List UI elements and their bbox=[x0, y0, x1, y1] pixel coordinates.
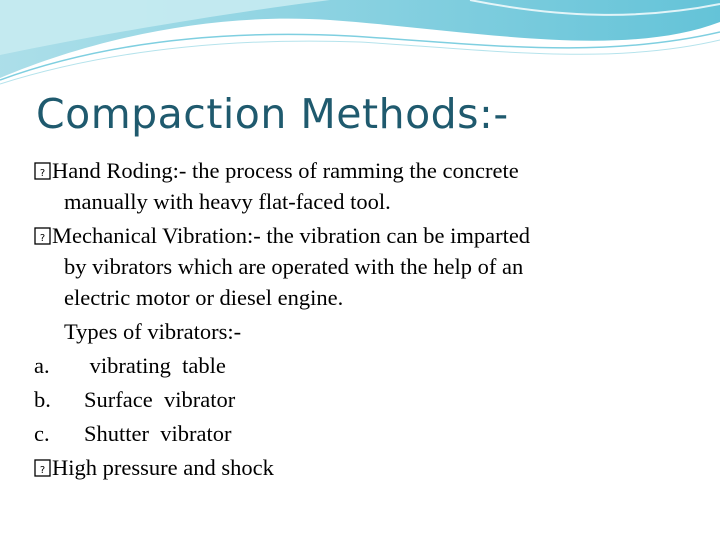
types-heading bbox=[34, 317, 684, 351]
square-bullet-icon bbox=[34, 458, 52, 478]
item-text: electric motor or diesel engine. bbox=[64, 285, 344, 310]
slide-body bbox=[34, 156, 684, 487]
list-item bbox=[34, 419, 684, 453]
item-text: manually with heavy flat-faced tool. bbox=[64, 189, 391, 214]
list-item bbox=[34, 156, 684, 187]
item-text: Mechanical Vibration:- the vibration can be imparted bbox=[52, 223, 531, 248]
item-label: a. bbox=[34, 353, 50, 378]
header-wave-decoration bbox=[0, 0, 720, 90]
types-heading-text: Types of vibrators:- bbox=[64, 319, 242, 344]
item-text: vibrating table bbox=[84, 353, 226, 378]
item-text: Hand Roding:- the process of ramming the concrete bbox=[52, 158, 519, 183]
item-label: b. bbox=[34, 387, 51, 412]
svg-text:?: ? bbox=[39, 168, 46, 179]
item-label: c. bbox=[34, 421, 50, 446]
item-text: High pressure and shock bbox=[52, 455, 274, 480]
square-bullet-icon bbox=[34, 226, 52, 246]
svg-text:?: ? bbox=[39, 233, 46, 244]
svg-text:?: ? bbox=[39, 465, 46, 476]
slide-title: Compaction Methods:- bbox=[36, 90, 509, 138]
square-bullet-icon bbox=[34, 161, 52, 181]
list-item-continuation bbox=[34, 252, 684, 283]
list-item-continuation bbox=[34, 187, 684, 221]
list-item bbox=[34, 221, 684, 252]
item-text: Shutter vibrator bbox=[84, 421, 232, 446]
item-text: Surface vibrator bbox=[84, 387, 236, 412]
list-item-continuation bbox=[34, 283, 684, 317]
list-item bbox=[34, 351, 684, 385]
item-text: by vibrators which are operated with the help of an bbox=[64, 254, 524, 279]
list-item bbox=[34, 453, 684, 487]
list-item bbox=[34, 385, 684, 419]
